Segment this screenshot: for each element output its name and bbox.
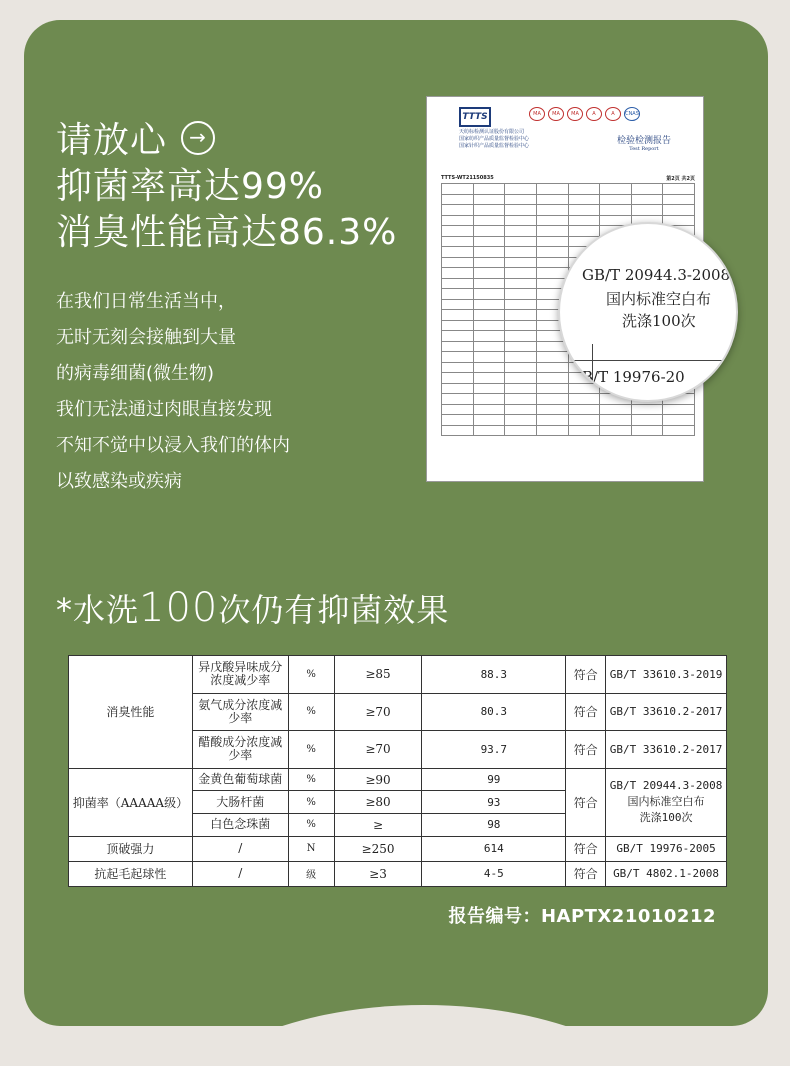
mini-table-cell bbox=[631, 425, 663, 436]
mini-table-cell bbox=[536, 247, 568, 258]
value-cell: 614 bbox=[422, 836, 566, 861]
mini-table-cell bbox=[505, 320, 537, 331]
mini-table-cell bbox=[473, 425, 505, 436]
mini-table-cell bbox=[442, 299, 474, 310]
mini-table-cell bbox=[442, 184, 474, 195]
value-cell: 99 bbox=[422, 768, 566, 791]
headline-line3: 消臭性能高达86.3% bbox=[56, 212, 398, 253]
mini-table-cell bbox=[442, 425, 474, 436]
mini-table-cell bbox=[473, 247, 505, 258]
mini-table-cell bbox=[568, 425, 600, 436]
mini-table-cell bbox=[663, 184, 695, 195]
mini-table-cell bbox=[568, 184, 600, 195]
unit-cell: 级 bbox=[288, 861, 334, 886]
mini-table-row bbox=[442, 205, 695, 216]
mini-table-cell bbox=[505, 236, 537, 247]
mini-table-cell bbox=[473, 226, 505, 237]
item-cell: 氨气成分浓度减少率 bbox=[192, 693, 288, 731]
table-row bbox=[69, 836, 727, 861]
magnified-standard-2: B/T 19976-20 bbox=[582, 368, 685, 386]
headline bbox=[56, 118, 397, 256]
standard-cell: GB/T 33610.3-2019 bbox=[606, 656, 727, 694]
mini-table-cell bbox=[442, 362, 474, 373]
report-code: TTTS-WT21150835 第2页 共2页 bbox=[441, 175, 695, 182]
mini-table-cell bbox=[663, 425, 695, 436]
item-cell: 金黄色葡萄球菌 bbox=[192, 768, 288, 791]
standard-cell: GB/T 33610.2-2017 bbox=[606, 731, 727, 769]
verdict-cell: 符合 bbox=[566, 836, 606, 861]
mini-table-cell bbox=[442, 320, 474, 331]
unit-cell: % bbox=[288, 731, 334, 769]
org-names: 天纺标检测认证股份有限公司 国家纺织产品质量监督检验中心 国家针织产品质量监督检验中心 bbox=[459, 129, 530, 149]
requirement-cell: ≥80 bbox=[334, 791, 422, 814]
item-cell: / bbox=[192, 836, 288, 861]
body-line: 的病毒细菌(微生物) bbox=[56, 363, 215, 384]
mini-table-cell bbox=[505, 247, 537, 258]
item-cell: 醋酸成分浓度减少率 bbox=[192, 731, 288, 769]
table-row bbox=[69, 768, 727, 791]
magnifier-lens bbox=[558, 222, 738, 402]
item-cell: 大肠杆菌 bbox=[192, 791, 288, 814]
mini-table-cell bbox=[631, 194, 663, 205]
verdict-cell: 符合 bbox=[566, 693, 606, 731]
mini-table-cell bbox=[473, 194, 505, 205]
mini-table-row bbox=[442, 425, 695, 436]
unit-cell: N bbox=[288, 836, 334, 861]
mini-table-row bbox=[442, 415, 695, 426]
mini-table-cell bbox=[600, 184, 632, 195]
mini-table-cell bbox=[505, 362, 537, 373]
mini-table-cell bbox=[568, 194, 600, 205]
mini-table-cell bbox=[568, 415, 600, 426]
mini-table-cell bbox=[600, 205, 632, 216]
value-cell: 80.3 bbox=[422, 693, 566, 731]
body-line: 以致感染或疾病 bbox=[56, 471, 182, 492]
mini-table-cell bbox=[505, 373, 537, 384]
mini-table-cell bbox=[631, 184, 663, 195]
accreditation-seal-icon: A bbox=[605, 107, 621, 121]
certification-marks bbox=[529, 107, 643, 126]
mini-table-cell bbox=[536, 425, 568, 436]
unit-cell: % bbox=[288, 656, 334, 694]
mini-table-cell bbox=[505, 257, 537, 268]
cma-seal-icon: MA bbox=[567, 107, 583, 121]
ttts-logo: TTTS bbox=[459, 107, 491, 127]
mini-table-cell bbox=[442, 194, 474, 205]
mini-table-cell bbox=[442, 415, 474, 426]
mini-table-cell bbox=[505, 289, 537, 300]
verdict-cell: 符合 bbox=[566, 768, 606, 836]
magnified-standard: GB/T 20944.3-2008 bbox=[582, 266, 731, 284]
unit-cell: % bbox=[288, 768, 334, 791]
mini-table-cell bbox=[600, 415, 632, 426]
mini-table-cell bbox=[442, 383, 474, 394]
mini-table-cell bbox=[442, 236, 474, 247]
body-paragraph bbox=[56, 284, 290, 500]
headline-line2: 抑菌率高达99% bbox=[56, 166, 325, 207]
requirement-cell: ≥70 bbox=[334, 731, 422, 769]
report-header bbox=[433, 103, 697, 167]
mini-table-cell bbox=[442, 373, 474, 384]
table-row bbox=[69, 861, 727, 886]
mini-table-cell bbox=[536, 404, 568, 415]
mini-table-cell bbox=[505, 404, 537, 415]
mini-table-cell bbox=[505, 415, 537, 426]
body-line: 不知不觉中以浸入我们的体内 bbox=[56, 435, 290, 456]
mini-table-cell bbox=[631, 404, 663, 415]
mini-table-cell bbox=[442, 341, 474, 352]
mini-table-cell bbox=[536, 394, 568, 405]
requirement-cell: ≥ bbox=[334, 814, 422, 837]
mini-table-cell bbox=[442, 257, 474, 268]
value-cell: 98 bbox=[422, 814, 566, 837]
requirement-cell: ≥3 bbox=[334, 861, 422, 886]
mini-table-cell bbox=[536, 194, 568, 205]
category-cell: 消臭性能 bbox=[69, 656, 193, 769]
mini-table-cell bbox=[663, 415, 695, 426]
mini-table-cell bbox=[568, 226, 600, 237]
mini-table-cell bbox=[631, 205, 663, 216]
mini-table-cell bbox=[505, 226, 537, 237]
verdict-cell: 符合 bbox=[566, 731, 606, 769]
requirement-cell: ≥250 bbox=[334, 836, 422, 861]
category-cell: 抑菌率（AAAAA级） bbox=[69, 768, 193, 836]
mini-table-cell bbox=[536, 362, 568, 373]
item-cell: / bbox=[192, 861, 288, 886]
mini-table-cell bbox=[663, 194, 695, 205]
mini-table-cell bbox=[473, 215, 505, 226]
mini-table-cell bbox=[473, 299, 505, 310]
body-line: 我们无法通过肉眼直接发现 bbox=[56, 399, 272, 420]
headline-line1: 请放心 bbox=[56, 120, 168, 161]
standard-cell: GB/T 19976-2005 bbox=[606, 836, 727, 861]
mini-table-cell bbox=[505, 310, 537, 321]
mini-table-cell bbox=[600, 425, 632, 436]
mini-table-cell bbox=[536, 383, 568, 394]
mini-table-cell bbox=[600, 404, 632, 415]
mini-table-cell bbox=[505, 331, 537, 342]
accreditation-seal-icon: A bbox=[586, 107, 602, 121]
body-line: 在我们日常生活当中， bbox=[56, 291, 236, 312]
mini-table-cell bbox=[442, 205, 474, 216]
category-cell: 顶破强力 bbox=[69, 836, 193, 861]
unit-cell: % bbox=[288, 791, 334, 814]
mini-table-cell bbox=[663, 404, 695, 415]
unit-cell: % bbox=[288, 814, 334, 837]
mini-table-cell bbox=[505, 184, 537, 195]
mini-table-cell bbox=[536, 236, 568, 247]
mini-table-cell bbox=[473, 383, 505, 394]
mini-table-cell bbox=[442, 331, 474, 342]
mini-table-cell bbox=[473, 278, 505, 289]
table-row bbox=[69, 656, 727, 694]
mini-table-cell bbox=[473, 394, 505, 405]
mini-table-cell bbox=[505, 352, 537, 363]
mini-table-cell bbox=[473, 236, 505, 247]
mini-table-cell bbox=[505, 383, 537, 394]
requirement-cell: ≥90 bbox=[334, 768, 422, 791]
mini-table-cell bbox=[473, 268, 505, 279]
wash-subheading: *水洗100次仍有抑菌效果 bbox=[56, 585, 450, 631]
verdict-cell: 符合 bbox=[566, 861, 606, 886]
mini-table-cell bbox=[505, 215, 537, 226]
requirement-cell: ≥85 bbox=[334, 656, 422, 694]
mini-table-cell bbox=[442, 215, 474, 226]
mini-table-cell bbox=[568, 205, 600, 216]
mini-table-cell bbox=[473, 331, 505, 342]
mini-table-cell bbox=[473, 257, 505, 268]
mini-table-cell bbox=[505, 194, 537, 205]
standard-cell: GB/T 20944.3-2008 国内标准空白布 洗涤100次 bbox=[606, 768, 727, 836]
report-number: 报告编号：HAPTX21010212 bbox=[448, 906, 716, 927]
mini-table-cell bbox=[505, 205, 537, 216]
cma-seal-icon: MA bbox=[548, 107, 564, 121]
requirement-cell: ≥70 bbox=[334, 693, 422, 731]
mini-table-cell bbox=[473, 289, 505, 300]
mini-table-cell bbox=[442, 310, 474, 321]
mini-table-cell bbox=[442, 268, 474, 279]
category-cell: 抗起毛起球性 bbox=[69, 861, 193, 886]
mini-table-cell bbox=[473, 415, 505, 426]
mini-table-cell bbox=[442, 247, 474, 258]
mini-table-cell bbox=[442, 278, 474, 289]
mini-table-cell bbox=[473, 310, 505, 321]
mini-table-cell bbox=[473, 320, 505, 331]
body-line: 无时无刻会接触到大量 bbox=[56, 327, 236, 348]
report-title: 检验检测报告 Test Report bbox=[616, 136, 671, 152]
verdict-cell: 符合 bbox=[566, 656, 606, 694]
cma-seal-icon: MA bbox=[529, 107, 545, 121]
mini-table-row bbox=[442, 194, 695, 205]
mini-table-cell bbox=[505, 299, 537, 310]
mini-table-cell bbox=[536, 215, 568, 226]
standard-cell: GB/T 33610.2-2017 bbox=[606, 693, 727, 731]
mini-table-cell bbox=[442, 352, 474, 363]
mini-table-cell bbox=[536, 226, 568, 237]
mini-table-cell bbox=[536, 205, 568, 216]
mini-table-cell bbox=[473, 362, 505, 373]
mini-table-cell bbox=[600, 194, 632, 205]
mini-table-cell bbox=[473, 352, 505, 363]
mini-table-cell bbox=[473, 404, 505, 415]
mini-table-cell bbox=[473, 205, 505, 216]
mini-table-cell bbox=[473, 184, 505, 195]
mini-table-cell bbox=[505, 278, 537, 289]
mini-table-cell bbox=[536, 257, 568, 268]
value-cell: 93.7 bbox=[422, 731, 566, 769]
item-cell: 白色念珠菌 bbox=[192, 814, 288, 837]
value-cell: 4-5 bbox=[422, 861, 566, 886]
mini-table-cell bbox=[568, 404, 600, 415]
mini-table-row bbox=[442, 184, 695, 195]
value-cell: 88.3 bbox=[422, 656, 566, 694]
mini-table-cell bbox=[505, 425, 537, 436]
item-cell: 异戊酸异味成分浓度减少率 bbox=[192, 656, 288, 694]
magnified-note: 国内标准空白布 bbox=[606, 290, 712, 308]
mini-table-cell bbox=[536, 415, 568, 426]
mini-table-cell bbox=[473, 373, 505, 384]
cnas-seal-icon: CNAS bbox=[624, 107, 640, 121]
mini-table-cell bbox=[442, 394, 474, 405]
mini-table-row bbox=[442, 404, 695, 415]
magnified-wash: 洗涤100次 bbox=[622, 312, 696, 330]
standard-cell: GB/T 4802.1-2008 bbox=[606, 861, 727, 886]
unit-cell: % bbox=[288, 693, 334, 731]
value-cell: 93 bbox=[422, 791, 566, 814]
mini-table-cell bbox=[505, 268, 537, 279]
mini-table-cell bbox=[568, 215, 600, 226]
mini-table-cell bbox=[663, 205, 695, 216]
test-results-table bbox=[68, 655, 727, 887]
mini-table-cell bbox=[442, 289, 474, 300]
mini-table-cell bbox=[442, 226, 474, 237]
mini-table-cell bbox=[505, 394, 537, 405]
mini-table-cell bbox=[536, 184, 568, 195]
magnified-divider bbox=[560, 360, 736, 361]
mini-table-cell bbox=[473, 341, 505, 352]
mini-table-cell bbox=[442, 404, 474, 415]
arrow-right-circle-icon: → bbox=[181, 121, 215, 155]
bottom-curve-decoration bbox=[164, 1005, 684, 1026]
mini-table-cell bbox=[505, 341, 537, 352]
mini-table-cell bbox=[536, 268, 568, 279]
mini-table-cell bbox=[568, 394, 600, 405]
mini-table-cell bbox=[631, 415, 663, 426]
mini-table-cell bbox=[536, 373, 568, 384]
